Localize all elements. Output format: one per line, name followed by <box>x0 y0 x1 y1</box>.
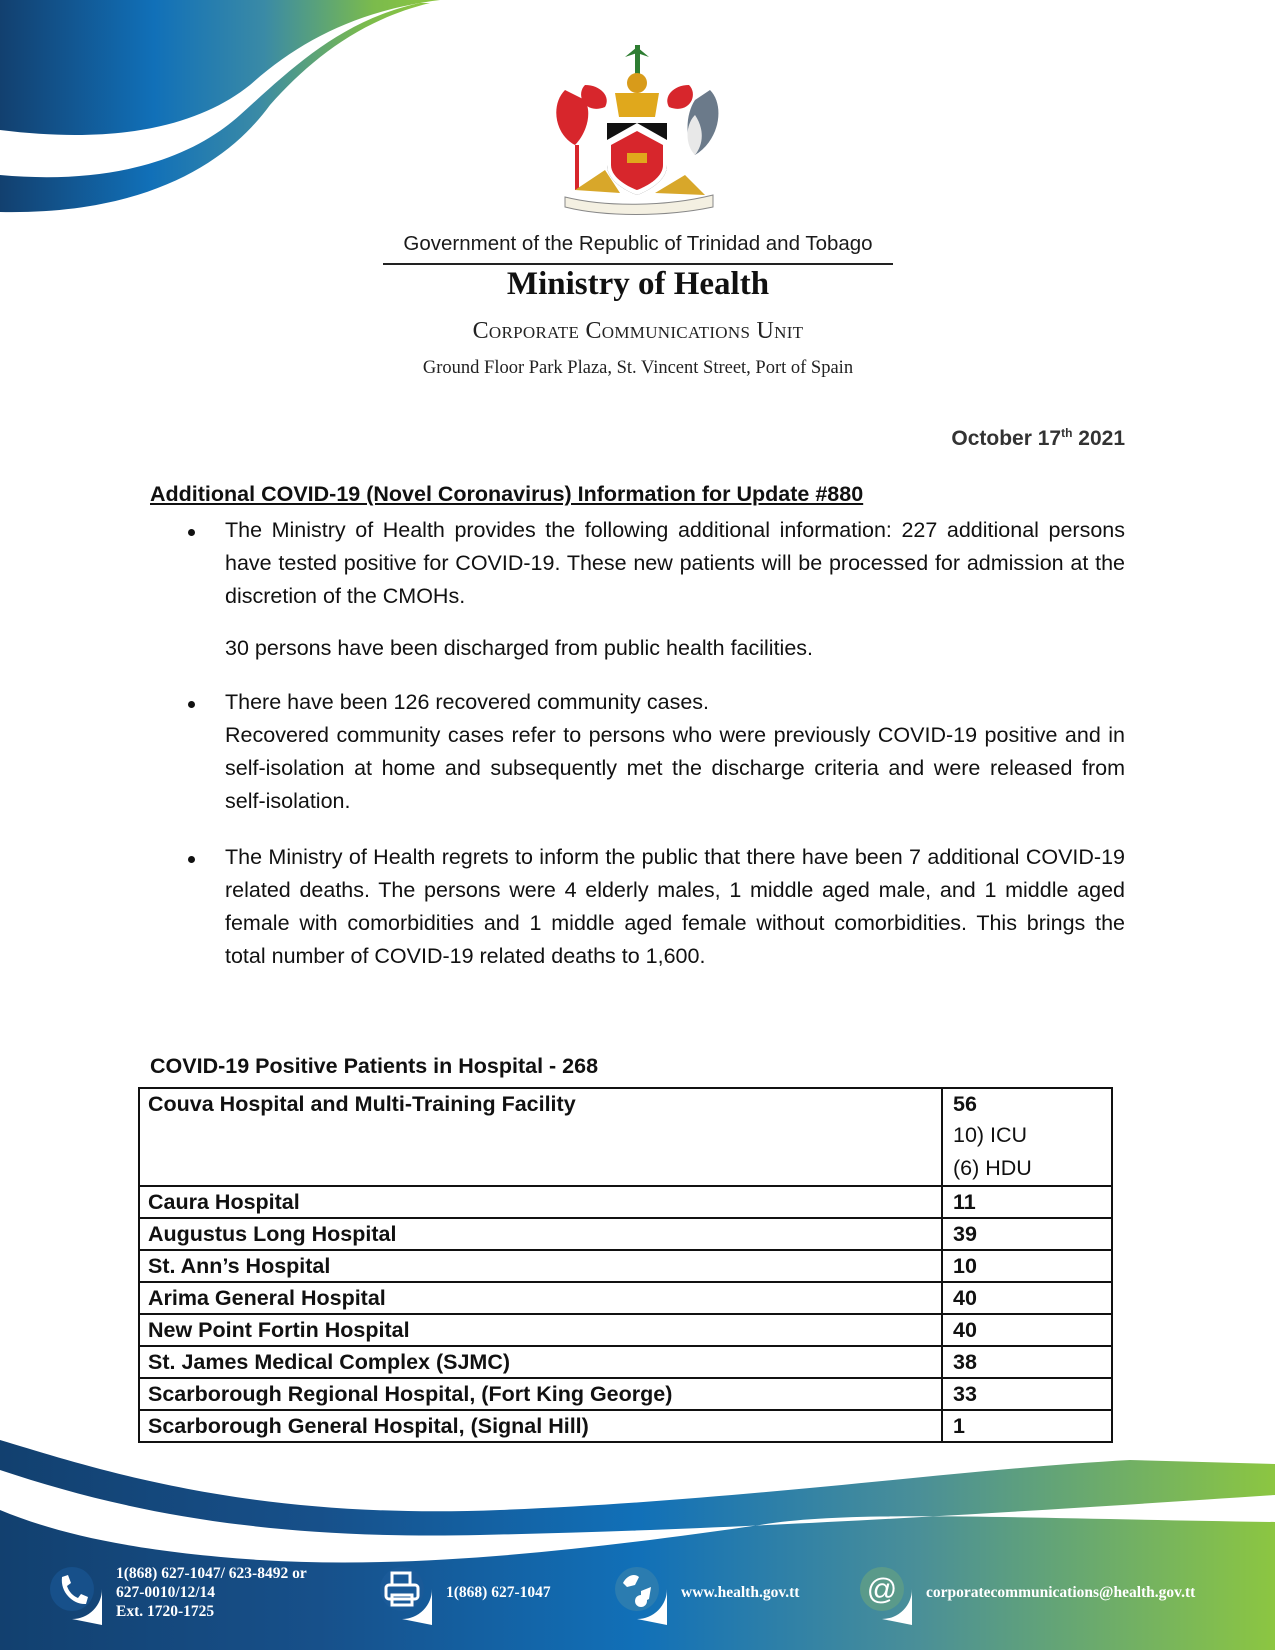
svg-text:@: @ <box>866 1573 898 1606</box>
recovered-explanation: Recovered community cases refer to persons who were previously COVID-19 positive and in self-isolation at home and subsequently met the discharge criteria and were released from self-isolation. <box>225 723 1125 813</box>
phone-numbers: 1(868) 627-1047/ 623-8492 or <box>116 1564 307 1582</box>
hospital-name: Arima General Hospital <box>139 1282 942 1314</box>
phone-numbers-alt: 627-0010/12/14 <box>116 1583 216 1601</box>
footer-email[interactable] <box>850 1557 1195 1627</box>
patient-count: 11 <box>942 1186 1112 1218</box>
header-divider <box>383 263 893 265</box>
hospital-name: Augustus Long Hospital <box>139 1218 942 1250</box>
hospital-table-caption: COVID-19 Positive Patients in Hospital - 268 <box>150 1054 599 1078</box>
hospital-name: Couva Hospital and Multi-Training Facility <box>139 1088 942 1186</box>
fax-icon <box>370 1557 434 1627</box>
bullet-recovered: There have been 126 recovered community cases. <box>225 690 710 714</box>
table-row <box>139 1186 1112 1218</box>
hdu-count: (6) HDU <box>953 1156 1032 1180</box>
patient-count: 10 <box>942 1250 1112 1282</box>
footer-fax <box>370 1557 551 1627</box>
patient-count: 33 <box>942 1378 1112 1410</box>
date-day: October 17 <box>951 427 1062 450</box>
bullet-marker <box>188 516 200 528</box>
at-icon <box>850 1557 914 1627</box>
coat-of-arms-logo <box>545 45 730 220</box>
patient-count: 39 <box>942 1218 1112 1250</box>
website-link[interactable]: www.health.gov.tt <box>681 1583 800 1601</box>
patient-count: 38 <box>942 1346 1112 1378</box>
hospital-name: New Point Fortin Hospital <box>139 1314 942 1346</box>
patient-count: 40 <box>942 1282 1112 1314</box>
bullet-deaths: The Ministry of Health regrets to inform the public that there have been 7 additional COVID-19 related deaths. The persons were 4 elderly males, 1 middle aged male, and 1 middle aged female with comorbidities and 1 middle aged female without comorbidities. This brings the total number of COVID-19 related deaths to 1,600. <box>225 845 1125 968</box>
patient-count: 1 <box>942 1410 1112 1442</box>
release-date <box>951 426 1125 451</box>
email-link[interactable]: corporatecommunications@health.gov.tt <box>926 1583 1196 1601</box>
icu-count: 10) ICU <box>953 1123 1028 1147</box>
table-row <box>139 1346 1112 1378</box>
hospital-name: St. James Medical Complex (SJMC) <box>139 1346 942 1378</box>
footer-phone <box>40 1557 307 1627</box>
update-title: Additional COVID-19 (Novel Coronavirus) Information for Update #880 <box>150 482 864 506</box>
top-wave-decoration <box>0 0 460 220</box>
table-row <box>139 1410 1112 1442</box>
count-value: 56 <box>953 1092 977 1116</box>
table-row <box>139 1282 1112 1314</box>
hospital-name: Caura Hospital <box>139 1186 942 1218</box>
bullet-new-cases: The Ministry of Health provides the following additional information: 227 additional persons have tested positive for COVID-19. These new patients will be processed for admission at the discretion of the CMOHs. <box>225 518 1125 608</box>
table-row <box>139 1314 1112 1346</box>
table-row <box>139 1218 1112 1250</box>
table-row <box>139 1250 1112 1282</box>
hospital-name: St. Ann’s Hospital <box>139 1250 942 1282</box>
patient-count: 40 <box>942 1314 1112 1346</box>
fax-number: 1(868) 627-1047 <box>446 1583 551 1601</box>
unit-name: Corporate Communications Unit <box>472 318 804 344</box>
bullet-marker <box>188 843 200 855</box>
hospital-name: Scarborough General Hospital, (Signal Hill) <box>139 1410 942 1442</box>
hospital-name: Scarborough Regional Hospital, (Fort King George) <box>139 1378 942 1410</box>
patient-count <box>942 1088 1112 1186</box>
globe-icon <box>605 1557 669 1627</box>
ministry-name: Ministry of Health <box>506 266 770 302</box>
phone-extension: Ext. 1720-1725 <box>116 1602 215 1620</box>
date-suffix: th <box>1061 426 1073 440</box>
footer-website[interactable] <box>605 1557 799 1627</box>
discharged-note: 30 persons have been discharged from public health facilities. <box>225 636 814 660</box>
bullet-marker <box>188 688 200 700</box>
table-row <box>139 1378 1112 1410</box>
table-row <box>139 1088 1112 1186</box>
government-name: Government of the Republic of Trinidad and Tobago <box>403 232 873 255</box>
office-address: Ground Floor Park Plaza, St. Vincent Street, Port of Spain <box>422 358 854 378</box>
phone-icon <box>40 1557 104 1627</box>
date-year: 2021 <box>1078 427 1125 450</box>
hospital-table <box>138 1087 1113 1443</box>
